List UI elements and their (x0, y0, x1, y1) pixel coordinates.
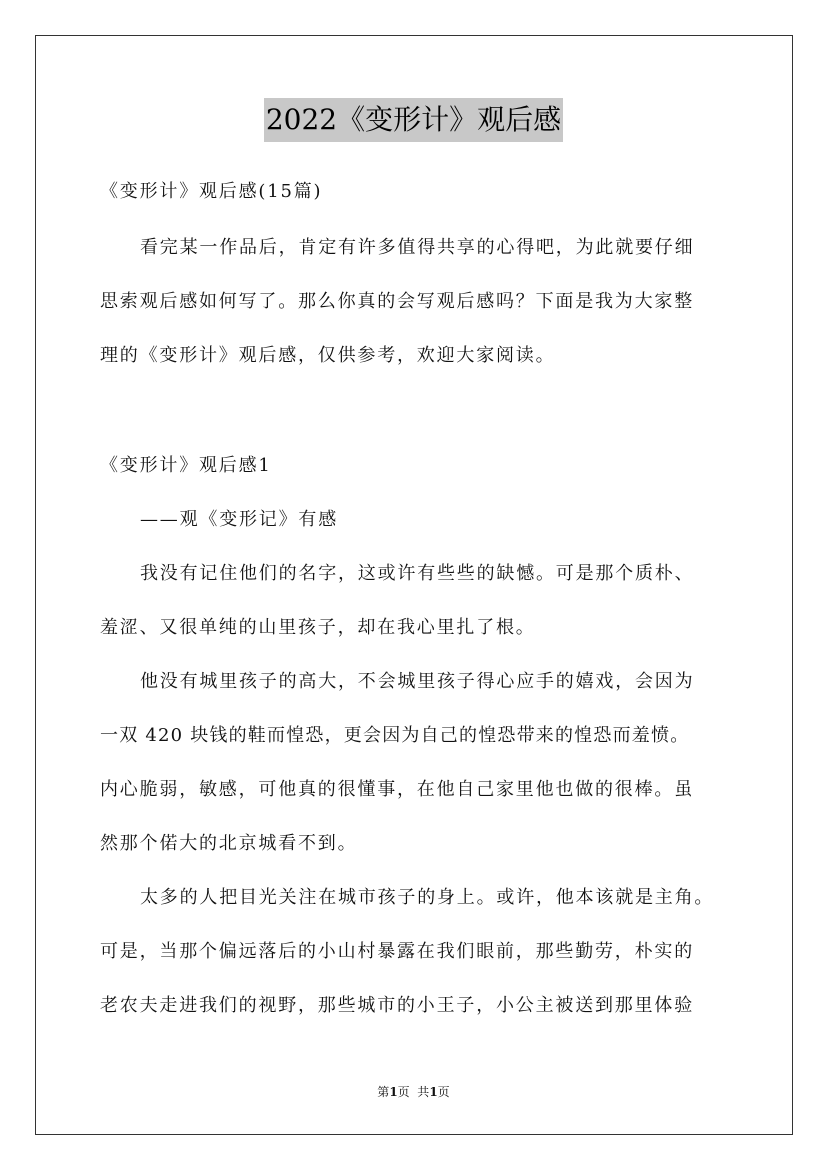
body-line: 可是，当那个偏远落后的小山村暴露在我们眼前，那些勤劳，朴实的 (100, 941, 694, 962)
body-line: 他没有城里孩子的高大，不会城里孩子得心应手的嬉戏，会因为 (140, 671, 695, 692)
document-subtitle: 《变形计》观后感(15篇) (100, 181, 323, 202)
footer-page-suffix: 页 (437, 1085, 450, 1099)
footer-page-current: 1 (389, 1085, 398, 1099)
section-subheading: ——观《变形记》有感 (140, 509, 338, 530)
body-line: 内心脆弱，敏感，可他真的很懂事，在他自己家里他也做的很棒。虽 (100, 779, 694, 800)
title-wrap (0, 98, 827, 142)
intro-line: 理的《变形计》观后感，仅供参考，欢迎大家阅读。 (100, 345, 556, 366)
page-footer (0, 1084, 827, 1100)
footer-page-total: 1 (429, 1085, 438, 1099)
body-line: 我没有记住他们的名字，这或许有些些的缺憾。可是那个质朴、 (140, 563, 695, 584)
intro-line: 看完某一作品后，肯定有许多值得共享的心得吧，为此就要仔细 (140, 237, 695, 258)
intro-line: 思索观后感如何写了。那么你真的会写观后感吗？下面是我为大家整 (100, 291, 694, 312)
body-line: 老农夫走进我们的视野，那些城市的小王子，小公主被送到那里体验 (100, 995, 694, 1016)
footer-page-prefix: 第 (377, 1085, 390, 1099)
body-line: 羞涩、又很单纯的山里孩子，却在我心里扎了根。 (100, 617, 536, 638)
body-line: 一双 420 块钱的鞋而惶恐，更会因为自己的惶恐带来的惶恐而羞愤。 (100, 725, 690, 746)
body-line: 然那个偌大的北京城看不到。 (100, 833, 358, 854)
body-line: 太多的人把目光关注在城市孩子的身上。或许，他本该就是主角。 (140, 887, 715, 908)
section-heading: 《变形计》观后感1 (100, 455, 272, 476)
document-title: 2022《变形计》观后感 (264, 98, 563, 142)
footer-page-mid: 页 共 (397, 1085, 430, 1099)
